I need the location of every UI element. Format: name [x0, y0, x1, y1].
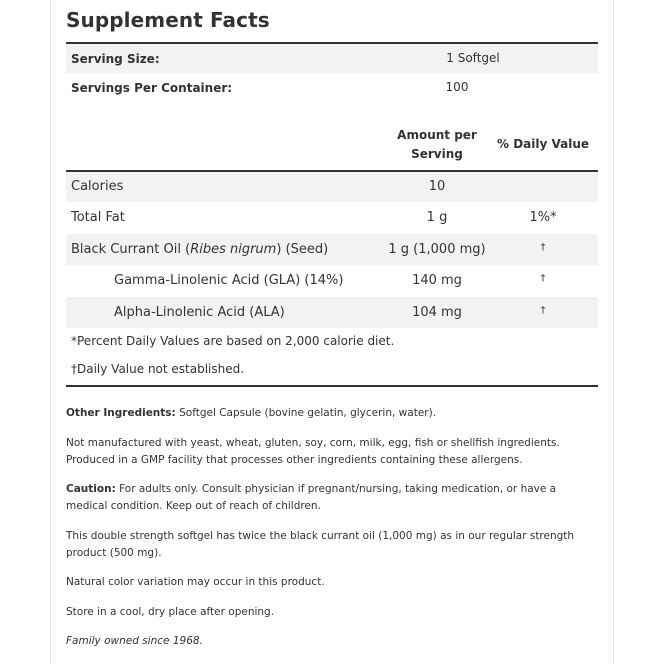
nutrient-label: Alpha-Linolenic Acid (ALA) — [114, 305, 285, 320]
nutrient-amount: 140 mg — [412, 273, 462, 288]
servings-per-container-row — [66, 73, 598, 102]
footnote-not-established: †Daily Value not established. — [71, 362, 245, 376]
nutrient-amount: 1 g (1,000 mg) — [388, 242, 486, 257]
nutrient-daily-value: † — [540, 273, 546, 284]
nutrient-amount: 104 mg — [412, 305, 462, 320]
color-variation-note: Natural color variation may occur in this product. — [66, 576, 325, 588]
nutrient-daily-value: † — [540, 242, 546, 253]
allergen-statement: Not manufactured with yeast, wheat, gluten, soy, corn, milk, egg, fish or shellfish ingredients. Produced in a GMP facility that processes other ingredients containing these allergens. — [66, 437, 560, 466]
family-owned-note: Family owned since 1968. — [66, 635, 203, 647]
panel-title: Supplement Facts — [66, 8, 270, 32]
nutrient-amount: 1 g — [426, 210, 448, 225]
nutrient-row-calories — [66, 172, 598, 202]
serving-size-row — [66, 44, 598, 73]
strength-statement: This double strength softgel has twice the black currant oil (1,000 mg) as in our regular strength product (500 mg). — [66, 530, 575, 559]
amount-per-serving-header — [397, 126, 477, 164]
nutrient-row-black-currant-oil — [66, 234, 598, 265]
footnote-rule — [66, 385, 598, 387]
serving-size-value: 1 Softgel — [446, 51, 500, 65]
servings-per-container-value: 100 — [445, 80, 469, 94]
daily-value-header: % Daily Value — [496, 137, 590, 151]
nutrient-daily-value: † — [540, 305, 546, 316]
nutrient-row-total-fat — [66, 202, 598, 234]
nutrient-row-ala — [66, 297, 598, 328]
nutrient-label: Total Fat — [71, 210, 125, 225]
amount-header-line1: Amount per — [397, 128, 477, 142]
other-ingredients: Other Ingredients: Softgel Capsule (bovine gelatin, glycerin, water). — [66, 407, 437, 419]
amount-header-line2: Serving — [411, 147, 463, 161]
serving-size-label: Serving Size: — [71, 52, 160, 66]
nutrient-amount: 10 — [428, 179, 446, 194]
servings-per-container-label: Servings Per Container: — [71, 81, 233, 95]
storage-note: Store in a cool, dry place after opening. — [66, 606, 275, 618]
nutrient-label: Gamma-Linolenic Acid (GLA) (14%) — [114, 273, 344, 288]
left-border — [50, 0, 51, 664]
right-border — [613, 0, 614, 664]
nutrient-row-gla — [66, 265, 598, 297]
nutrient-label: Calories — [71, 179, 124, 194]
nutrient-daily-value: 1%* — [529, 210, 557, 225]
caution-statement: Caution: For adults only. Consult physician if pregnant/nursing, taking medication, or have a medical condition. Keep out of reach of children. — [66, 483, 557, 512]
nutrient-label: Black Currant Oil (Ribes nigrum) (Seed) — [71, 242, 329, 257]
footnote-percent-dv: *Percent Daily Values are based on 2,000 calorie diet. — [71, 334, 395, 348]
latin-name: Ribes nigrum — [190, 242, 277, 257]
